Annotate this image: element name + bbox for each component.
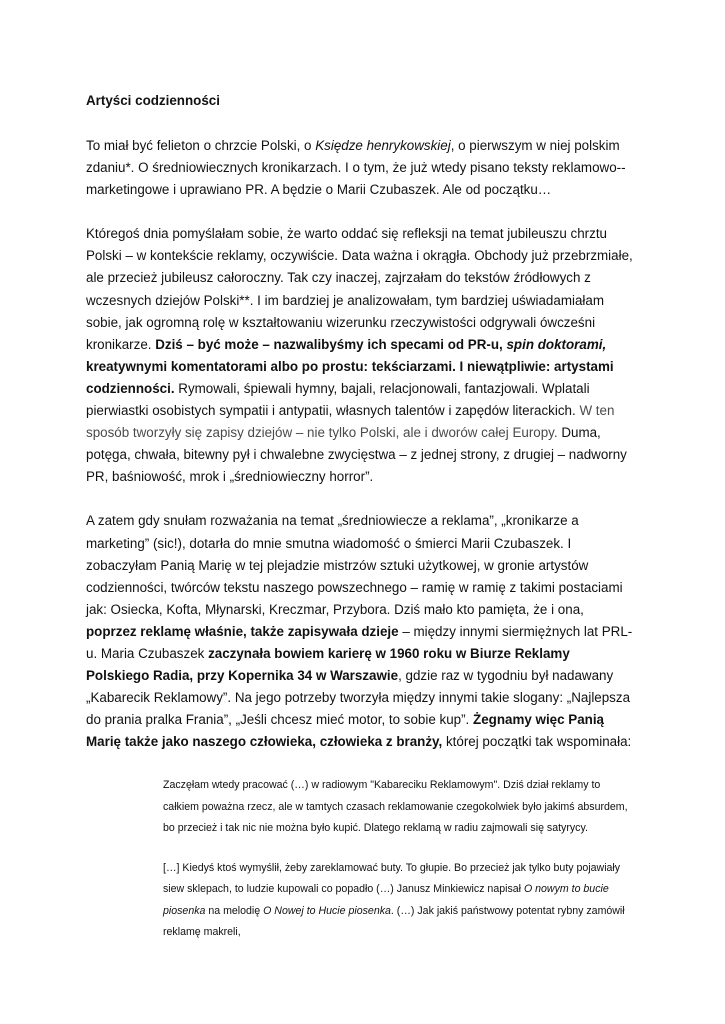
- emphasis-italic-text: spin doktorami,: [506, 336, 607, 352]
- article-title: Artyści codzienności: [86, 93, 220, 108]
- quote-paragraph: Zaczęłam wtedy pracować (…) w radiowym "Kabareciku Reklamowym". Dziś dział reklamy to całkiem poważna rzecz, ale w tamtych czasach reklamowanie czegokolwiek było jakimś absurdem, bo przecież i tak nic nie można było kupić. Dlatego reklamą w radiu zajmowali się satyrycy.: [163, 779, 628, 835]
- quote-paragraph: [163, 858, 633, 944]
- document-page: [86, 90, 636, 962]
- text-run: . (…) Jak jakiś państwowy potentat rybny zamówił reklamę makreli,: [163, 904, 625, 939]
- paragraph-chroniclers: [86, 223, 636, 488]
- text-run: której początki tak wspominała:: [442, 734, 632, 750]
- song-title: O Nowej to Hucie piosenka: [263, 904, 391, 917]
- text-run: To miał być felieton o chrzcie Polski, o: [86, 138, 316, 153]
- text-run: na melodię: [205, 904, 264, 917]
- muted-text: W ten sposób tworzyły się zapisy dziejów – nie tylko Polski, ale i dworów całej Europy.: [86, 403, 615, 441]
- paragraph-czubaszek: [86, 510, 636, 753]
- book-title: Księdze henrykowskiej: [315, 138, 451, 153]
- emphasis-text: Dziś – być może – nazwalibyśmy ich specami od PR-u,: [155, 336, 507, 352]
- emphasis-text: poprzez reklamę właśnie, także zapisywała dzieje: [86, 623, 399, 639]
- emphasis-text: Żegnamy więc Panią Marię także jako naszego człowieka, człowieka z branży,: [86, 712, 604, 750]
- text-run: Któregoś dnia pomyślałam sobie, że warto oddać się refleksji na temat jubileuszu chrztu Polski – w kontekście reklamy, oczywiście. Data ważna i okrągła. Obchody już przebrzmiałe, ale przecież jubileusz całoroczny. Tak czy inaczej, zajrzałam do tekstów źródłowych z wczesnych dziejów Polski**. I im bardziej je analizowałam, tym bardziej uświadamiałam sobie, jak ogromną rolę w kształtowaniu wizerunku rzeczywistości odgrywali ówcześni kronikarze.: [86, 226, 633, 352]
- text-run: A zatem gdy snułam rozważania na temat „średniowiecze a reklama”, „kronikarze a marketing” (sic!), dotarła do mnie smutna wiadomość o śmierci Marii Czubaszek. I zobaczyłam Panią Marię w tej plejadzie mistrzów sztuki użytkowej, w gronie artystów codzienności, twórców tekstu naszego powszechnego – ramię w ramię z takimi postaciami jak: Osiecka, Kofta, Młynarski, Kreczmar, Przybora. Dziś mało kto pamięta, że i ona,: [86, 513, 623, 617]
- text-run: , o pierwszym w niej polskim zdaniu*. O średniowiecznych kronikarzach. I o tym, że już wtedy pisano teksty reklamowo--marketingowe i uprawiano PR. A będzie o Marii Czubaszek. Ale od początku…: [86, 138, 626, 198]
- emphasis-text: zaczynała bowiem karierę w 1960 roku w Biurze Reklamy Polskiego Radia, przy Kopernika 34 w Warszawie: [86, 645, 570, 684]
- text-run: – między innymi siermiężnych lat PRL-u. Maria Czubaszek: [86, 623, 633, 661]
- paragraph-intro: [86, 135, 636, 201]
- text-run: […] Kiedyś ktoś wymyślił, żeby zareklamować buty. To głupie. Bo przecież jak tylko buty pojawiały siew sklepach, to ludzie kupowali co popadło (…) Janusz Minkiewicz napisał: [163, 861, 621, 896]
- text-run: Duma, potęga, chwała, bitewny pył i chwalebne zwycięstwa – z jednej strony, z drugiej – nadworny PR, baśniowość, mrok i „średniowieczny horror”.: [86, 425, 627, 485]
- block-quote: [163, 775, 633, 944]
- text-run: , gdzie raz w tygodniu był nadawany „Kabarecik Reklamowy”. Na jego potrzeby tworzyła między innymi takie slogany: „Najlepsza do prania pralka Frania”, „Jeśli chcesz mieć motor, to sobie kup”.: [86, 668, 631, 728]
- text-run: Rymowali, śpiewali hymny, bajali, relacjonowali, fantazjowali. Wplatali pierwiastki osobistych sympatii i antypatii, własnych talentów i zapędów literackich.: [86, 380, 590, 419]
- song-title: O nowym to bucie piosenka: [163, 883, 609, 917]
- emphasis-text: kreatywnymi komentatorami albo po prostu: tekściarzami. I niewątpliwie: artystami codzienności.: [86, 358, 614, 396]
